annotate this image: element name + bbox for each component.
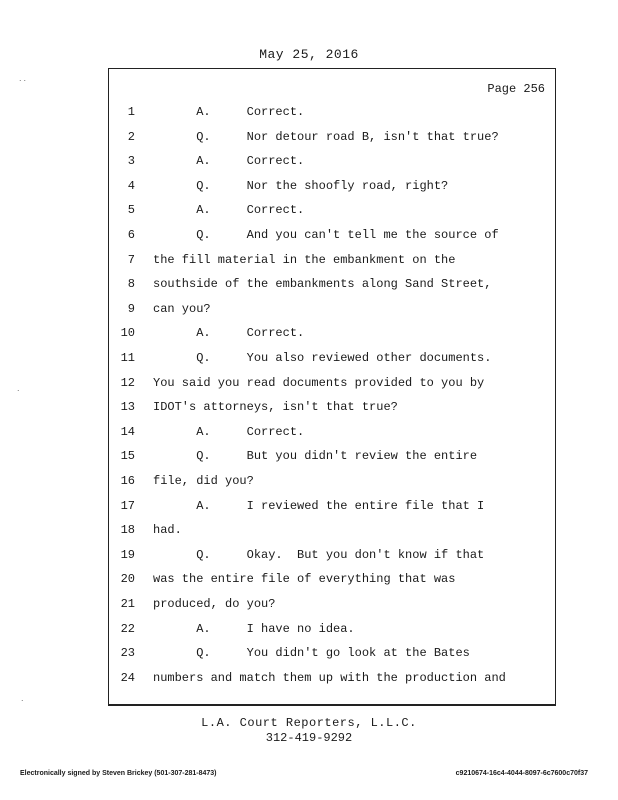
line-number: 24 (120, 670, 135, 685)
line-number: 2 (127, 129, 135, 144)
line-text: Q. But you didn't review the entire (153, 449, 478, 464)
line-text: Q. Nor detour road B, isn't that true? (153, 129, 499, 144)
line-text: Q. Nor the shoofly road, right? (153, 178, 449, 193)
line-text: was the entire file of everything that was (153, 572, 456, 587)
line-number: 12 (120, 375, 135, 390)
electronic-signature: Electronically signed by Steven Brickey (501-307-281-8473) (20, 770, 217, 777)
line-text: produced, do you? (153, 597, 276, 611)
line-number: 4 (127, 178, 135, 193)
line-text: IDOT's attorneys, isn't that true? (153, 400, 398, 415)
line-number: 5 (127, 203, 135, 218)
line-number: 19 (120, 547, 135, 562)
line-number: 1 (127, 105, 135, 119)
line-text: A. Correct. (153, 424, 305, 439)
line-text: Q. You didn't go look at the Bates (153, 646, 470, 661)
line-number: 11 (120, 351, 135, 365)
line-number: 14 (120, 424, 135, 439)
line-text: You said you read documents provided to you by (153, 375, 485, 390)
line-text: A. Correct. (153, 203, 305, 218)
page-number: Page 256 (487, 82, 545, 96)
line-text: numbers and match them up with the production and (153, 670, 506, 685)
line-number: 13 (120, 400, 135, 415)
line-text: file, did you? (153, 474, 254, 488)
line-text: had. (153, 523, 182, 538)
line-number: 10 (120, 326, 135, 341)
line-text: A. I have no idea. (153, 621, 355, 636)
line-text: A. I reviewed the entire file that I (153, 498, 485, 513)
line-text: southside of the embankments along Sand Street, (153, 277, 492, 292)
line-text: A. Correct. (153, 154, 305, 169)
line-number: 3 (127, 154, 135, 169)
line-number: 9 (127, 301, 135, 316)
line-number: 16 (120, 474, 135, 488)
line-text: Q. Okay. But you don't know if that (153, 547, 485, 562)
line-number: 21 (120, 597, 135, 611)
line-text: A. Correct. (153, 326, 305, 341)
line-number: 17 (120, 498, 135, 513)
scan-mark: ˙ (16, 390, 21, 400)
transcript-date: May 25, 2016 (259, 47, 359, 62)
line-number: 18 (120, 523, 135, 538)
line-number: 15 (120, 449, 135, 464)
line-number: 23 (120, 646, 135, 661)
line-number: 8 (127, 277, 135, 292)
transcript-page-frame (108, 68, 556, 706)
line-text: can you? (153, 301, 211, 316)
line-text: Q. And you can't tell me the source of (153, 228, 499, 242)
line-number: 7 (127, 252, 135, 267)
court-reporter-name: L.A. Court Reporters, L.L.C. (201, 716, 417, 730)
line-number: 22 (120, 621, 135, 636)
line-text: A. Correct. (153, 105, 305, 119)
line-text: Q. You also reviewed other documents. (153, 351, 492, 365)
line-number: 6 (127, 228, 135, 242)
court-reporter-phone: 312-419-9292 (265, 731, 353, 745)
document-id: c9210674-16c4-4044-8097-6c7600c70f37 (455, 770, 588, 777)
line-number: 20 (120, 572, 135, 587)
scan-mark: ˙˙ (18, 80, 27, 90)
line-text: the fill material in the embankment on the (153, 252, 456, 267)
scan-mark: ˙ (20, 700, 25, 710)
